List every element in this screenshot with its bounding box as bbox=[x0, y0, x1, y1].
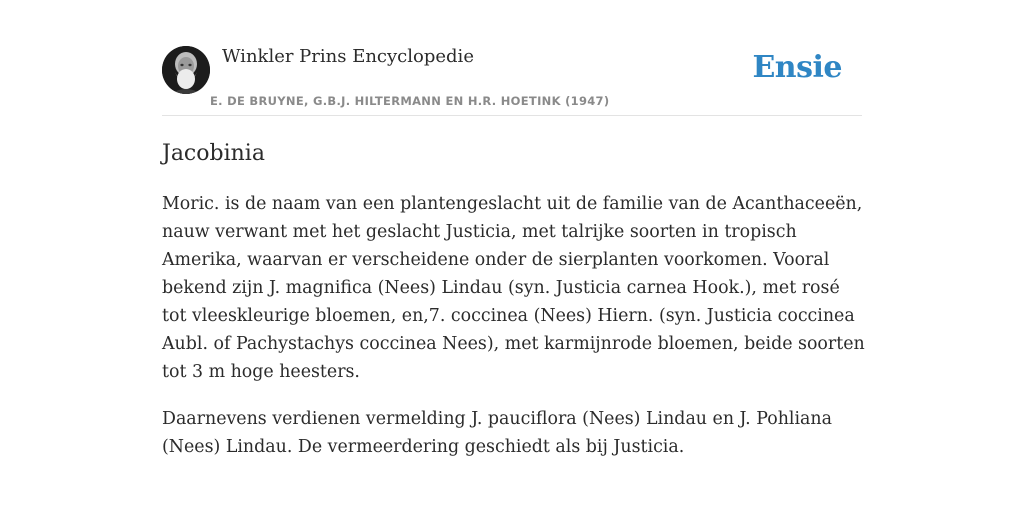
source-header bbox=[162, 46, 862, 116]
article bbox=[162, 138, 867, 480]
article-paragraph: Daarnevens verdienen vermelding J. pauciflora (Nees) Lindau en J. Pohliana (Nees) Lindau. De vermeerdering geschiedt als bij Justicia. bbox=[162, 409, 832, 457]
page-title: Jacobinia bbox=[162, 141, 265, 166]
author-portrait-avatar[interactable] bbox=[162, 46, 210, 94]
brand-logo[interactable]: Ensie bbox=[752, 50, 842, 85]
article-paragraph: Moric. is de naam van een plantengeslacht uit de familie van de Acanthaceeën, nauw verwant met het geslacht Justicia, met talrijke soorten in tropisch Amerika, waarvan er verscheidene onder de sierplanten voorkomen. Vooral bekend zijn J. magnifica (Nees) Lindau (syn. Justicia carnea Hook.), met rosé tot vleeskleurige bloemen, en,7. coccinea (Nees) Hiern. (syn. Justicia coccinea Aubl. of Pachystachys coccinea Nees), met karmijnrode bloemen, beide soorten tot 3 m hoge heesters. bbox=[162, 194, 865, 382]
source-title[interactable]: Winkler Prins Encyclopedie bbox=[222, 46, 474, 67]
source-authors: E. DE BRUYNE, G.B.J. HILTERMANN EN H.R. HOETINK (1947) bbox=[210, 94, 610, 108]
portrait-icon bbox=[162, 46, 210, 94]
